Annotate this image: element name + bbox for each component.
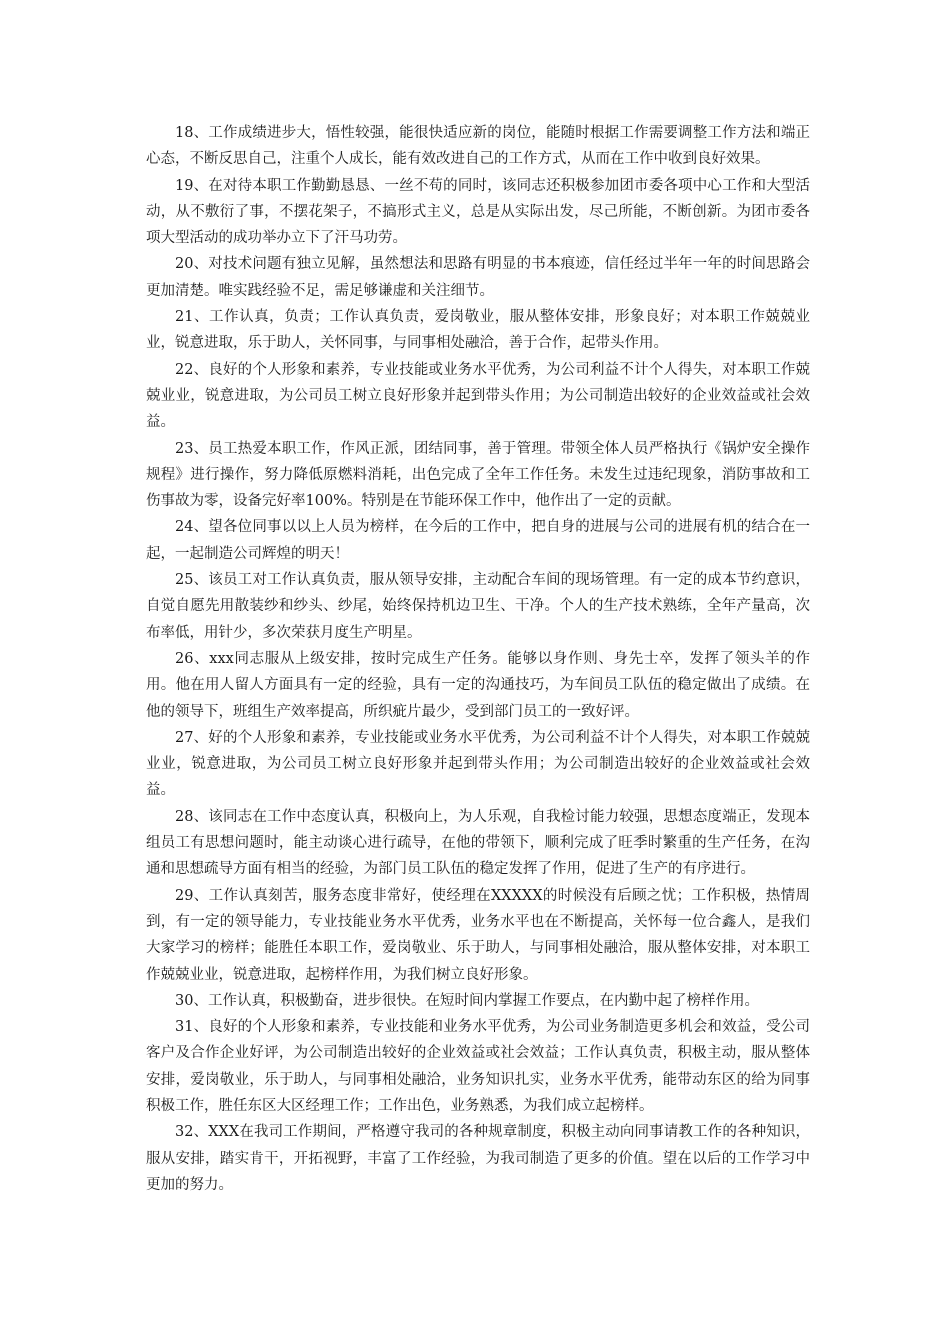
paragraph-26: 26、xxx同志服从上级安排，按时完成生产任务。能够以身作则、身先士卒，发挥了领头羊的作用。他在用人留人方面具有一定的经验，具有一定的沟通技巧，为车间员工队伍的稳定做出了成绩。在他的领导下，班组生产效率提高，所织疵片最少，受到部门员工的一致好评。 <box>146 650 810 720</box>
paragraph-19: 19、在对待本职工作勤勤恳恳、一丝不苟的同时，该同志还积极参加团市委各项中心工作和大型活动，从不敷衍了事，不摆花架子，不搞形式主义，总是从实际出发，尽己所能，不断创新。为团市委各项大型活动的成功举办立下了汗马功劳。 <box>146 177 810 247</box>
paragraph-30: 30、工作认真，积极勤奋，进步很快。在短时间内掌握工作要点，在内勤中起了榜样作用。 <box>175 992 759 1009</box>
paragraph-20: 20、对技术问题有独立见解，虽然想法和思路有明显的书本痕迹，信任经过半年一年的时间思路会更加清楚。唯实践经验不足，需足够谦虚和关注细节。 <box>146 256 810 299</box>
paragraph-23: 23、员工热爱本职工作，作风正派，团结同事，善于管理。带领全体人员严格执行《锅炉安全操作规程》进行操作，努力降低原燃料消耗，出色完成了全年工作任务。未发生过违纪现象，消防事故和工伤事故为零，设备完好率100%。特别是在节能环保工作中，他作出了一定的贡献。 <box>146 440 810 510</box>
paragraph-24: 24、望各位同事以以上人员为榜样，在今后的工作中，把自身的进展与公司的进展有机的结合在一起，一起制造公司辉煌的明天！ <box>146 519 810 562</box>
paragraph-18: 18、工作成绩进步大，悟性较强，能很快适应新的岗位，能随时根据工作需要调整工作方法和端正心态，不断反思自己，注重个人成长，能有效改进自己的工作方式，从而在工作中收到良好效果。 <box>146 125 810 168</box>
paragraph-29: 29、工作认真刻苦，服务态度非常好，使经理在XXXXX的时候没有后顾之忧；工作积极，热情周到，有一定的领导能力，专业技能业务水平优秀，业务水平也在不断提高，关怀每一位合鑫人，是我们大家学习的榜样；能胜任本职工作，爱岗敬业、乐于助人，与同事相处融洽，服从整体安排，对本职工作兢兢业业，锐意进取，起榜样作用，为我们树立良好形象。 <box>146 887 810 983</box>
paragraph-25: 25、该员工对工作认真负责，服从领导安排，主动配合车间的现场管理。有一定的成本节约意识，自觉自愿先用散装纱和纱头、纱尾，始终保持机边卫生、干净。个人的生产技术熟练，全年产量高，次布率低，用针少，多次荣获月度生产明星。 <box>146 572 810 641</box>
document-body <box>146 120 810 1198</box>
paragraph-27: 27、好的个人形象和素养，专业技能或业务水平优秀，为公司利益不计个人得失，对本职工作兢兢业业，锐意进取，为公司员工树立良好形象并起到带头作用；为公司制造出较好的企业效益或社会效益。 <box>146 729 810 799</box>
paragraph-32: 32、XXX在我司工作期间，严格遵守我司的各种规章制度，积极主动向同事请教工作的各种知识，服从安排，踏实肯干，开拓视野，丰富了工作经验，为我司制造了更多的价值。望在以后的工作学习中更加的努力。 <box>146 1124 810 1193</box>
paragraph-22: 22、良好的个人形象和素养，专业技能或业务水平优秀，为公司利益不计个人得失，对本职工作兢兢业业，锐意进取，为公司员工树立良好形象并起到带头作用；为公司制造出较好的企业效益或社会效益。 <box>146 361 810 431</box>
paragraph-28: 28、该同志在工作中态度认真，积极向上，为人乐观，自我检讨能力较强，思想态度端正，发现本组员工有思想问题时，能主动谈心进行疏导，在他的带领下，顺利完成了旺季时繁重的生产任务，在沟通和思想疏导方面有相当的经验，为部门员工队伍的稳定发挥了作用，促进了生产的有序进行。 <box>146 808 810 878</box>
paragraph-31: 31、良好的个人形象和素养，专业技能和业务水平优秀，为公司业务制造更多机会和效益，受公司客户及合作企业好评，为公司制造出较好的企业效益或社会效益；工作认真负责，积极主动，服从整体安排，爱岗敬业，乐于助人，与同事相处融洽，业务知识扎实，业务水平优秀，能带动东区的给为同事积极工作，胜任东区大区经理工作；工作出色，业务熟悉，为我们成立起榜样。 <box>146 1019 810 1114</box>
paragraph-21: 21、工作认真，负责；工作认真负责，爱岗敬业，服从整体安排，形象良好；对本职工作兢兢业业，锐意进取，乐于助人，关怀同事，与同事相处融洽，善于合作，起带头作用。 <box>146 309 810 352</box>
